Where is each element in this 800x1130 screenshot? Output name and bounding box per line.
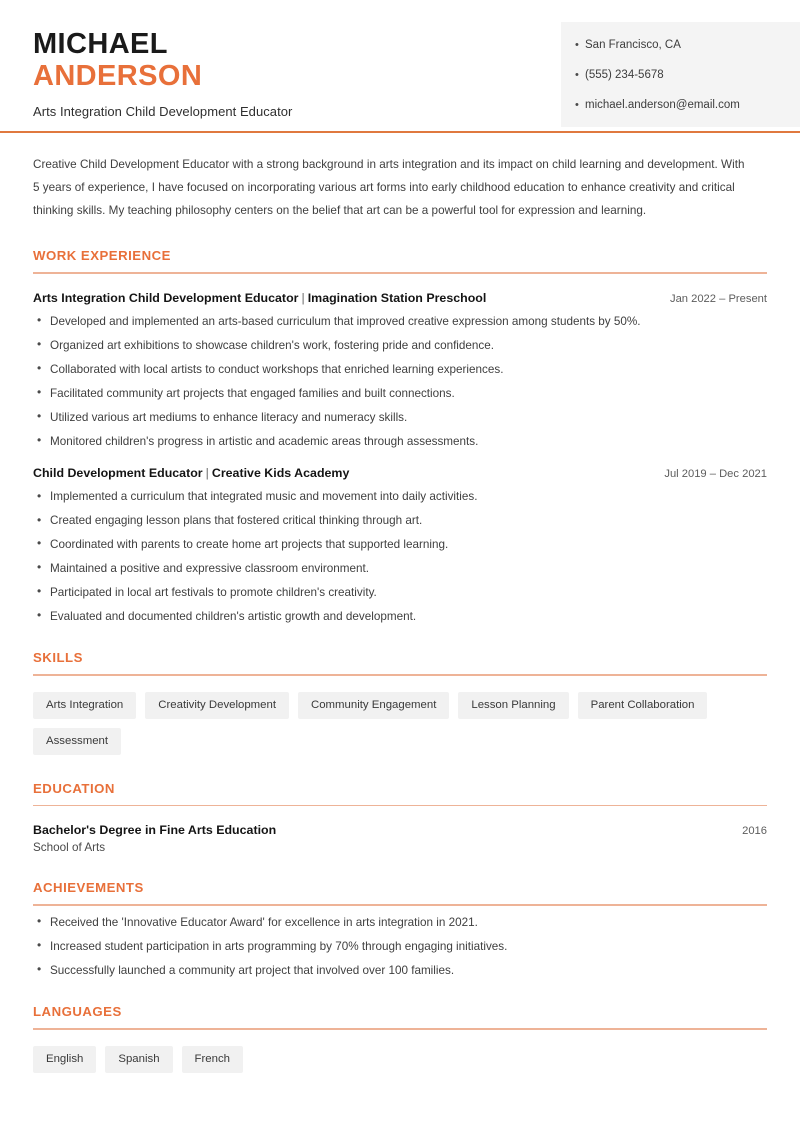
- first-name: MICHAEL: [33, 28, 168, 60]
- work-entry-organization: Imagination Station Preschool: [307, 290, 487, 305]
- education-degree: Bachelor's Degree in Fine Arts Education: [33, 823, 277, 838]
- skill-chip: Parent Collaboration: [578, 692, 708, 719]
- skills-chip-list: [33, 692, 767, 755]
- section-education: [33, 781, 767, 855]
- contact-item-phone: [575, 68, 800, 83]
- education-school: School of Arts: [33, 841, 106, 855]
- resume-header: [0, 0, 800, 131]
- work-entry: [33, 291, 767, 449]
- education-entry: [33, 823, 767, 854]
- list-item: • Maintained a positive and expressive classroom environment.: [33, 561, 767, 576]
- work-entry-title: [33, 466, 349, 480]
- section-languages: [33, 1004, 767, 1073]
- work-entry-role: Arts Integration Child Development Educator: [33, 290, 299, 305]
- contact-location-value: San Francisco, CA: [585, 39, 681, 51]
- section-title-achievements: ACHIEVEMENTS: [33, 880, 144, 896]
- professional-summary: Creative Child Development Educator with a strong background in arts integration and its impact on child learning and development. With 5 years of experience, I have focused on incorporating various art forms into early childhood education to enhance creativity and critical thinking skills. My teaching philosophy centers on the belief that art can be a powerful tool for expression and learning.: [33, 158, 745, 217]
- last-name: ANDERSON: [33, 60, 203, 93]
- work-entry-organization: Creative Kids Academy: [211, 466, 350, 481]
- work-entry-header: [33, 466, 767, 480]
- section-divider: [33, 272, 767, 274]
- section-work-experience: [33, 248, 767, 624]
- list-item: • Implemented a curriculum that integrated music and movement into daily activities.: [33, 489, 767, 504]
- title-separator: |: [301, 290, 305, 305]
- work-entry-role: Child Development Educator: [33, 466, 203, 481]
- identity-block: [0, 22, 292, 119]
- list-item: • Received the 'Innovative Educator Award' for excellence in arts integration in 2021.: [33, 915, 767, 930]
- work-entry-bullets: [33, 314, 767, 449]
- bullet-dot-icon: •: [575, 98, 579, 111]
- list-item: • Evaluated and documented children's artistic growth and development.: [33, 609, 767, 624]
- work-entry-date: Jul 2019 – Dec 2021: [664, 468, 767, 481]
- skill-chip: Lesson Planning: [458, 692, 568, 719]
- contact-item-email[interactable]: [575, 98, 800, 113]
- professional-headline: Arts Integration Child Development Educator: [33, 103, 293, 119]
- section-divider: [33, 904, 767, 906]
- title-separator: |: [205, 466, 209, 481]
- section-title-languages: LANGUAGES: [33, 1004, 122, 1020]
- list-item: • Utilized various art mediums to enhance literacy and numeracy skills.: [33, 410, 767, 425]
- resume-body: [0, 133, 800, 1073]
- work-entry-date: Jan 2022 – Present: [669, 292, 767, 305]
- skill-chip: Community Engagement: [298, 692, 449, 719]
- section-title-skills: SKILLS: [33, 650, 83, 666]
- work-entry-header: [33, 291, 767, 305]
- list-item: • Developed and implemented an arts-based curriculum that improved creative expression among students by 50%.: [33, 314, 767, 329]
- skill-chip: Creativity Development: [145, 692, 289, 719]
- list-item: • Participated in local art festivals to promote children's creativity.: [33, 585, 767, 600]
- list-item: • Monitored children's progress in artistic and academic areas through assessments.: [33, 434, 767, 449]
- bullet-dot-icon: •: [575, 39, 579, 51]
- contact-phone-value: (555) 234-5678: [585, 68, 664, 81]
- achievements-list: [33, 915, 767, 978]
- work-entry-title: [33, 291, 486, 305]
- list-item: • Increased student participation in arts programming by 70% through engaging initiatives.: [33, 939, 767, 954]
- section-divider: [33, 805, 767, 807]
- list-item: • Coordinated with parents to create home art projects that supported learning.: [33, 537, 767, 552]
- work-entry-bullets: [33, 489, 767, 624]
- language-chip: French: [182, 1046, 243, 1073]
- list-item: • Successfully launched a community art project that involved over 100 families.: [33, 963, 767, 978]
- section-title-education: EDUCATION: [33, 780, 115, 796]
- list-item: • Collaborated with local artists to conduct workshops that enriched learning experiences.: [33, 362, 767, 377]
- skill-chip: Assessment: [33, 728, 121, 755]
- work-entry: [33, 466, 767, 624]
- list-item: • Created engaging lesson plans that fostered critical thinking through art.: [33, 513, 767, 528]
- skill-chip: Arts Integration: [33, 692, 136, 719]
- contact-email-value[interactable]: michael.anderson@email.com: [585, 98, 740, 111]
- language-chip: Spanish: [105, 1046, 172, 1073]
- language-chip: English: [33, 1046, 96, 1073]
- section-achievements: [33, 880, 767, 978]
- education-date: 2016: [742, 825, 767, 838]
- contact-item-location: [575, 38, 800, 53]
- section-divider: [33, 1028, 767, 1030]
- section-divider: [33, 674, 767, 676]
- list-item: • Organized art exhibitions to showcase children's work, fostering pride and confidence.: [33, 338, 767, 353]
- bullet-dot-icon: •: [575, 68, 579, 81]
- languages-chip-list: [33, 1046, 767, 1073]
- section-skills: [33, 650, 767, 755]
- section-title-work-experience: WORK EXPERIENCE: [33, 248, 171, 264]
- contact-info-box: [561, 22, 800, 127]
- list-item: • Facilitated community art projects that engaged families and built connections.: [33, 386, 767, 401]
- education-entry-header: [33, 823, 767, 837]
